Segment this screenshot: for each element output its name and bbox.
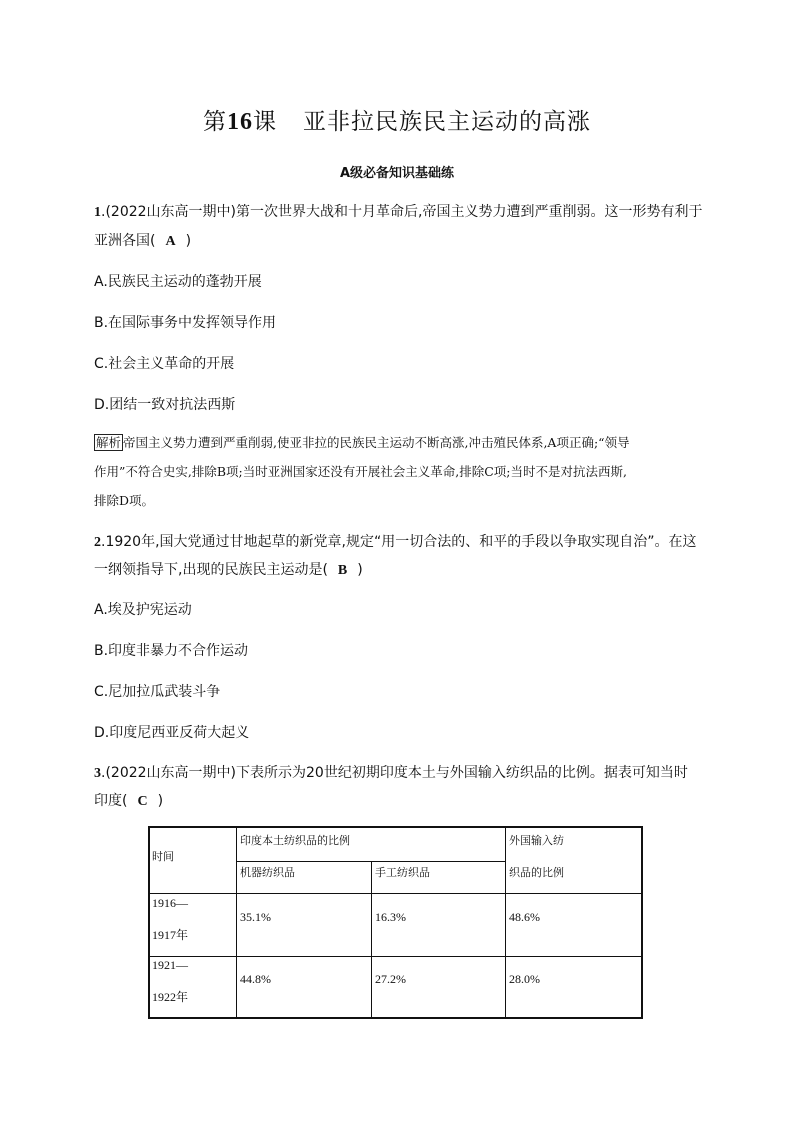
row-1-hand: 16.3% [375,910,406,924]
header-foreign-line-1: 外国输入纺 [509,834,564,847]
question-1-analysis-line-3: 排除D项。 [94,493,155,508]
header-domestic: 印度本土纺织品的比例 [240,834,350,847]
lesson-number: 16 [227,109,253,135]
section-heading: A级必备知识基础练 [339,166,455,181]
question-3-answer: C [137,794,148,809]
row-1-machine: 35.1% [240,910,271,924]
question-2-line-1 [94,532,696,553]
question-2-number: 2 [94,535,101,550]
table-divider [148,956,643,957]
row-2-hand: 27.2% [375,972,406,986]
question-1-option-d: D.团结一致对抗法西斯 [94,397,236,413]
table-divider [371,861,372,1019]
question-1-analysis-line-2: 作用”不符合史实,排除B项;当时亚洲国家还没有开展社会主义革命,排除C项;当时不是对抗法西斯, [94,464,627,479]
row-1-time-line-2: 1917年 [152,928,189,942]
header-foreign-line-2: 织品的比例 [509,866,564,879]
question-2-option-d: D.印度尼西亚反荷大起义 [94,725,250,741]
analysis-text: 帝国主义势力遭到严重削弱,使亚非拉的民族民主运动不断高涨,冲击殖民体系,A项正确;“领导 [123,435,630,450]
question-2-line-2 [94,560,363,581]
question-3-stem: .(2022山东高一期中)下表所示为20世纪初期印度本土与外国输入纺织品的比例。据表可知当时 [101,765,688,781]
row-2-machine: 44.8% [240,972,271,986]
row-1-foreign: 48.6% [509,910,540,924]
question-3-number: 3 [94,766,101,781]
row-2-foreign: 28.0% [509,972,540,986]
question-1-answer: A [165,234,176,249]
question-3-line-1 [94,763,688,784]
table-divider [148,893,643,894]
question-3-stem-end: 印度( [94,793,128,809]
question-1-number: 1 [94,205,101,220]
page-title [0,103,794,136]
lesson-name: 亚非拉民族民主运动的高涨 [303,109,591,135]
row-2-time-line-1: 1921— [152,958,188,972]
question-1-option-c: C.社会主义革命的开展 [94,356,235,372]
question-1-option-a: A.民族民主运动的蓬勃开展 [94,274,262,290]
question-1-stem-end: 亚洲各国( [94,233,156,249]
table-divider [236,826,237,1019]
question-1-line-2 [94,231,191,252]
question-2-answer: B [337,563,348,578]
textile-ratio-table [148,826,643,1019]
row-1-time-line-1: 1916— [152,896,188,910]
question-3-line-2 [94,791,163,812]
lesson-suffix: 课 [253,109,277,135]
question-1-analysis-line-1 [94,433,630,453]
paren-close: ) [357,562,363,578]
question-2-option-c: C.尼加拉瓜武装斗争 [94,684,221,700]
row-2-time-line-2: 1922年 [152,990,189,1004]
question-1-stem: .(2022山东高一期中)第一次世界大战和十月革命后,帝国主义势力遭到严重削弱。这一形势有利于 [101,204,703,220]
header-hand: 手工纺织品 [375,866,430,879]
analysis-tag: 解析 [96,435,122,450]
header-time: 时间 [152,850,174,863]
question-1-line-1 [94,202,702,223]
question-2-option-a: A.埃及护宪运动 [94,602,192,618]
question-2-stem-end: 一纲领指导下,出现的民族民主运动是( [94,562,328,578]
paren-close: ) [185,233,192,249]
header-machine: 机器纺织品 [240,866,295,879]
table-divider [505,826,506,1019]
question-2-stem: .1920年,国大党通过甘地起草的新党章,规定“用一切合法的、和平的手段以争取实现自治”。在这 [101,534,697,550]
paren-close: ) [157,793,164,809]
lesson-prefix: 第 [203,109,227,135]
question-2-option-b: B.印度非暴力不合作运动 [94,643,249,659]
question-1-option-b: B.在国际事务中发挥领导作用 [94,315,277,331]
